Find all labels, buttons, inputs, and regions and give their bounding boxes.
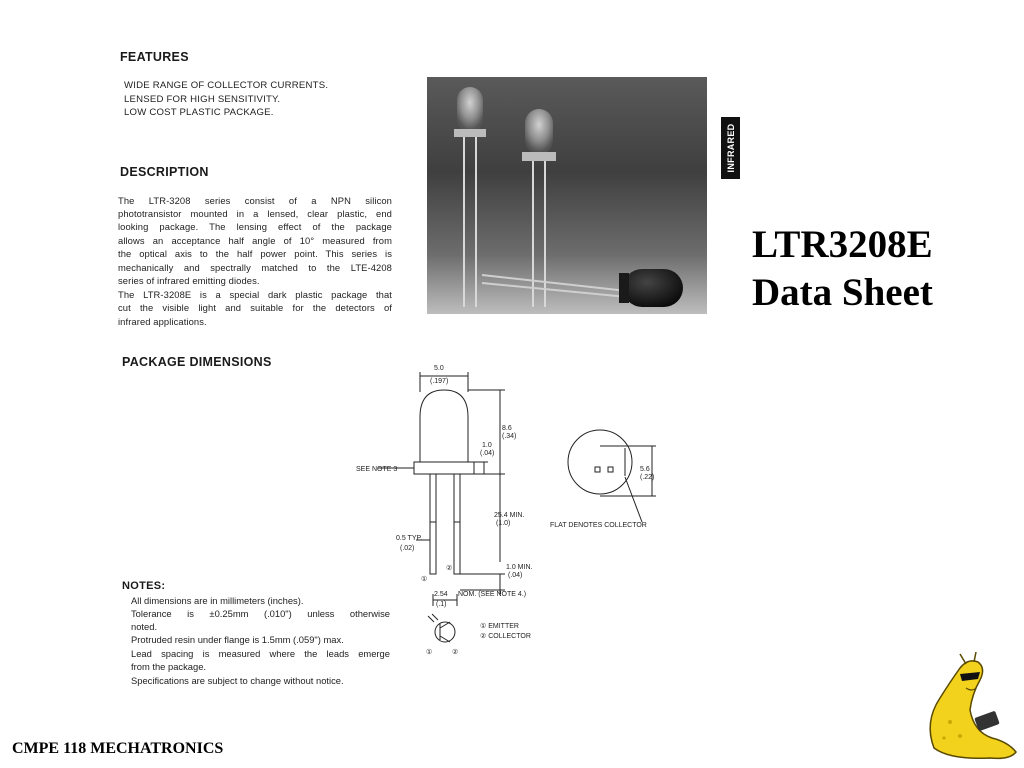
description-line: looking package. The lensing effect of the package [118,221,392,232]
dim-diameter-mm: 5.6 [640,466,650,473]
note-item: from the package. [131,661,207,672]
pin-1-label: ① [421,576,428,583]
note-item: Protruded resin under flange is 1.5mm (.059") max. [131,634,344,645]
infrared-badge [721,117,740,179]
led-flange [414,462,474,474]
dim-bottom-mm: 1.0 MIN. [506,564,533,571]
legend-collector: ② COLLECTOR [480,633,531,640]
nom-note: NOM. (SEE NOTE 4.) [458,591,527,598]
product-photo [427,77,707,314]
note-item: Lead spacing is measured where the leads emerge [131,648,390,659]
note-item: noted. [131,621,158,632]
description-line: The LTR-3208E is a special dark plastic package that [118,289,392,300]
infrared-badge-label: INFRARED [725,123,736,173]
description-line: phototransistor mounted in a lensed, clear plastic, end [118,208,392,219]
description-line: allows an acceptance half angle of 10° measured from [118,235,392,246]
dim-height-mm: 8.6 [502,425,512,432]
dim-width-in: (.197) [430,378,449,385]
see-note-3: SEE NOTE 3 [356,466,398,473]
description-line: The LTR-3208 series consist of a NPN silicon [118,195,392,206]
slide-title [752,221,1012,317]
led-body-outline [420,390,468,462]
dim-bottom-in: (.04) [508,572,523,579]
title-line-2: Data Sheet [752,271,933,314]
dim-diameter-in: (.22) [640,474,655,481]
package-dimension-drawing [350,362,670,662]
dim-lead-width-in: (.02) [400,545,415,552]
bottom-view-outline [568,430,632,494]
dim-flange-in: (.04) [480,450,495,457]
description-line: series of infrared emitting diodes. [118,275,260,286]
course-footer: CMPE 118 MECHATRONICS [12,740,224,757]
dim-lead-length-mm: 25.4 MIN. [494,512,525,519]
lead-emitter [430,474,436,574]
legend-emitter: ① EMITTER [480,623,519,630]
description-line: mechanically and spectrally matched to the LTE-4208 [118,262,392,273]
note-item: Tolerance is ±0.25mm (.010") unless otherwise [131,608,390,619]
description-line: infrared applications. [118,316,207,327]
dim-lead-length-in: (1.0) [496,520,511,527]
lead-collector [454,474,460,574]
dim-flange-mm: 1.0 [482,442,492,449]
description-line: cut the visible light and suitable for the detectors of [118,302,392,313]
features-heading: FEATURES [120,50,189,64]
dim-height-in: (.34) [502,433,517,440]
symbol-pin-1: ① [426,649,433,656]
note-item: All dimensions are in millimeters (inches). [131,595,304,606]
note-item: Specifications are subject to change without notice. [131,675,344,686]
flat-note: FLAT DENOTES COLLECTOR [550,522,647,529]
package-dimensions-heading: PACKAGE DIMENSIONS [122,355,272,369]
symbol-pin-2: ② [452,649,459,656]
dim-width-mm: 5.0 [434,365,444,372]
description-heading: DESCRIPTION [120,165,209,179]
banana-slug-mascot-icon [920,652,1020,764]
title-line-1: LTR3208E [752,223,933,266]
dim-lead-width-mm: 0.5 TYP. [396,535,423,542]
feature-item: WIDE RANGE OF COLLECTOR CURRENTS. [124,80,329,91]
description-line: the optical axis to the half power point. This series is [118,248,392,259]
feature-item: LENSED FOR HIGH SENSITIVITY. [124,94,281,105]
feature-item: LOW COST PLASTIC PACKAGE. [124,107,274,118]
dim-pitch-in: (.1) [436,601,447,608]
dim-pitch-mm: 2.54 [434,591,448,598]
pin-2-label: ② [446,565,453,572]
notes-heading: NOTES: [122,580,166,592]
